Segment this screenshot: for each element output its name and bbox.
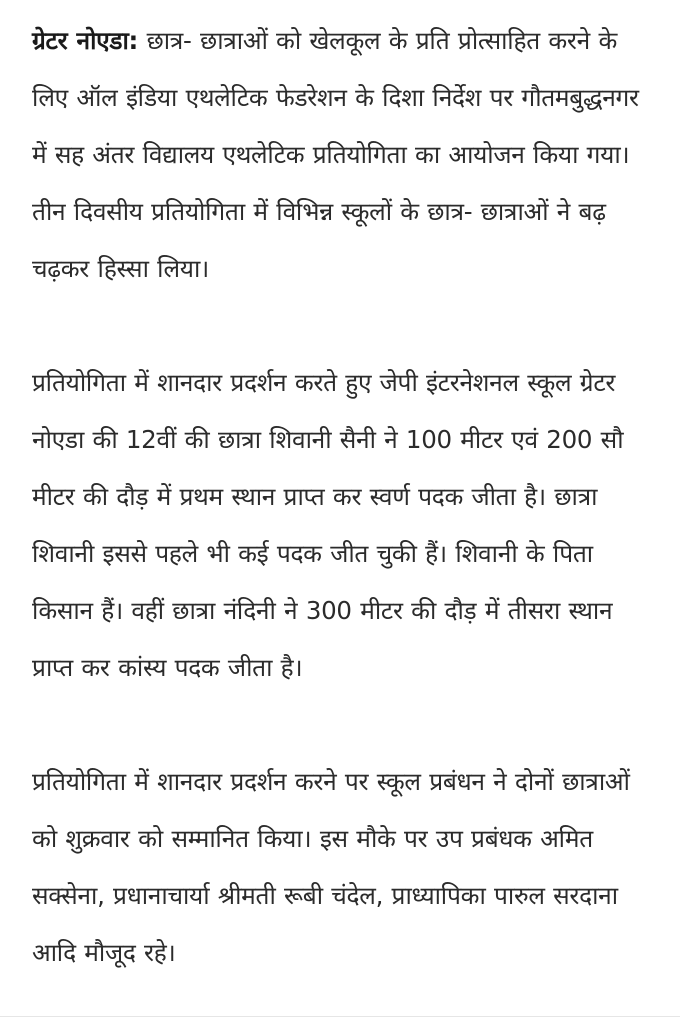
article-paragraph-1: [32, 12, 660, 297]
dateline: ग्रेटर नोएडा:: [32, 26, 139, 55]
article-paragraph-3: [32, 753, 660, 981]
article-body: [32, 12, 660, 981]
divider: [0, 1016, 680, 1017]
paragraph-3-text: प्रतियोगिता में शानदार प्रदर्शन करने पर स्कूल प्रबंधन ने दोनों छात्राओं को शुक्रवार को सम्मानित किया। इस मौके पर उप प्रबंधक अमित सक्सेना, प्रधानाचार्या श्रीमती रूबी चंदेल, प्राध्यापिका पारुल सरदाना आदि मौजूद रहे।: [32, 767, 630, 967]
paragraph-2-text: प्रतियोगिता में शानदार प्रदर्शन करते हुए जेपी इंटरनेशनल स्कूल ग्रेटर नोएडा की 12वीं की छात्रा शिवानी सैनी ने 100 मीटर एवं 200 सौ मीटर की दौड़ में प्रथम स्थान प्राप्त कर स्वर्ण पदक जीता है। छात्रा शिवानी इससे पहले भी कई पदक जीत चुकी हैं। शिवानी के पिता किसान हैं। वहीं छात्रा नंदिनी ने 300 मीटर की दौड़ में तीसरा स्थान प्राप्त कर कांस्य पदक जीता है।: [32, 368, 624, 682]
paragraph-1-text: छात्र- छात्राओं को खेलकूल के प्रति प्रोत्साहित करने के लिए ऑल इंडिया एथलेटिक फेडरेशन के दिशा निर्देश पर गौतमबुद्धनगर में सह अंतर विद्यालय एथलेटिक प्रतियोगिता का आयोजन किया गया। तीन दिवसीय प्रतियोगिता में विभिन्न स्कूलों के छात्र- छात्राओं ने बढ़ चढ़कर हिस्सा लिया।: [32, 26, 639, 283]
article-paragraph-2: [32, 354, 660, 696]
